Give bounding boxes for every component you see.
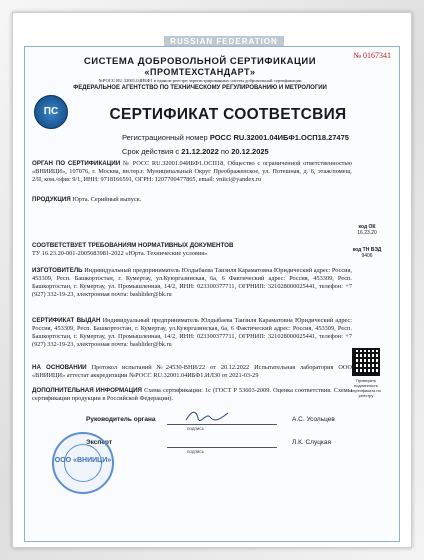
certificate-title: СЕРТИФИКАТ СООТВЕТСВИЯ [109, 106, 347, 123]
product [32, 196, 352, 204]
ps-logo-icon [34, 95, 68, 129]
issued-to-label: СЕРТИФИКАТ ВЫДАН [32, 317, 101, 324]
expert-signature-caption: подпись [187, 449, 205, 454]
product-text: Юрта. Серийный выпуск. [72, 196, 142, 203]
registration-value: РОСС RU.32001.04ИБФ1.ОСП18.27475 [209, 133, 349, 142]
registration-label: Регистрационный номер [122, 133, 208, 142]
additional-info-text: Схема сертификации: 1с (ГОСТ Р 53603-2009. Оценка соответствия. Схемы сертификации продукции в Российской Федерации). [32, 387, 353, 403]
okp-label: код ОК [358, 224, 376, 230]
validity-to: 20.12.2025 [231, 147, 269, 156]
country-ribbon: RUSSIAN FEDERATION [164, 36, 284, 48]
qr-caption: Проверить подлинность сертификата по реестру [351, 378, 381, 398]
requirements-label: СООТВЕТСТВУЕТ ТРЕБОВАНИЯМ НОРМАТИВНЫХ ДОКУМЕНТОВ [32, 242, 234, 249]
registry-line: №РОСС RU.32001.04ИБФ1 в едином реестре зарегистрированных систем добровольной сертификации [98, 78, 302, 83]
issued-to-text: Индивидуальный предприниматель Юлдыбаева Таизиля Караматовна Юридический адрес: Россия, 453309, Респ. Башкортостан, г. Кумертау, ул.Куюргазинская, 6а, 6 Фактический адрес: Россия, 453309, Респ. Башкортостан, г. Кумертау, ул. Промышленная, 14/2, ИНН: 023300377711, ОГРНИП: 321028000025441, телефон: +7 (927) 332-19-23, электронная почта: bashlider@bk.ru [32, 317, 353, 349]
system-title: СИСТЕМА ДОБРОВОЛЬНОЙ СЕРТИФИКАЦИИ [83, 56, 317, 67]
certification-body [32, 160, 352, 184]
manufacturer-text: Индивидуальный предприниматель Юлдыбаева Таизиля Караматовна Юридический адрес: Россия, 453309, Респ. Башкортостан, г. Кумертау, ул.Куюргазинская, 6а, 6 Фактический адрес: Россия, 453309, Респ. Башкортостан, г. Кумертау, ул. Промышленная, 14/2, ИНН: 023300377711, ОГРНИП: 321028000025441, телефон: +7 (927) 332-19-23, электронная почта: bashlider@bk.ru [32, 267, 353, 299]
validity-period [122, 147, 269, 156]
basis-text: Протокол испытаний №24530-ВНИ/22 от 20.12.2022 Испытательная лаборатория ООО «ВНИИЦИ» аттестат аккредитации №РОСС RU.32001.04ИБФ1.ИЛ30 от 2021-03-29 [32, 364, 353, 380]
tnved-value: 9406 [361, 253, 373, 259]
basis-label: НА ОСНОВАНИИ [32, 364, 87, 371]
handwritten-signature-icon [182, 408, 232, 424]
system-name: «ПРОМТЕХСТАНДАРТ» [144, 67, 256, 77]
validity-label: Срок действия с [122, 147, 180, 156]
manufacturer [32, 267, 352, 299]
product-label: ПРОДУКЦИЯ [32, 196, 71, 203]
tnved-label: код ТН ВЭД [352, 247, 382, 253]
agency-name: ФЕДЕРАЛЬНОЕ АГЕНТСТВО ПО ТЕХНИЧЕСКОМУ РЕГУЛИРОВАНИЮ И МЕТРОЛОГИИ [73, 85, 327, 91]
seal-text: ООО «ВНИИЦИ» [54, 457, 112, 464]
head-signature-caption: подпись [187, 426, 205, 431]
validity-from: 21.12.2022 [181, 147, 219, 156]
issued-to [32, 317, 352, 349]
requirements-text: ТУ 16.23.20-001-2005683981-2022 «Юрта. Технические условия» [32, 250, 208, 258]
head-label: Руководитель органа [86, 416, 156, 423]
expert-signature-line [167, 447, 277, 448]
tnved-code [352, 247, 382, 259]
validity-to-label: по [220, 147, 230, 156]
qr-code-icon [352, 348, 380, 376]
okp-code [352, 224, 382, 236]
expert-label: Эксперт [86, 439, 113, 446]
frame-mat [12, 12, 412, 548]
expert-name: Л.К. Слуцкая [292, 439, 332, 446]
manufacturer-label: ИЗГОТОВИТЕЛЬ [32, 267, 83, 274]
additional-info [32, 387, 352, 403]
additional-info-label: ДОПОЛНИТЕЛЬНАЯ ИНФОРМАЦИЯ [32, 387, 143, 394]
okp-value: 16.23.20 [357, 230, 377, 236]
logo-text: ПС [43, 106, 59, 117]
certification-body-text: № РОСС RU.32001.04ИБФ1.ОСП18, Общество с ограниченной ответственностью «ВНИИЦИ», 107076, г. Москва, вн.тер.г. Муниципальный Округ Преображенское, ул. Потешная, д. 6, этаж/помещ. 2/II, ком./офис 9/1, ИНН: 9718166591, ОГРН: 1207700477865, email: vniici@yandex.ru [32, 160, 352, 184]
basis [32, 364, 352, 380]
serial-number: № 0167341 [353, 51, 391, 60]
registration-number [122, 133, 349, 142]
company-seal-icon [52, 432, 114, 494]
head-signature-line [167, 424, 277, 425]
certification-body-label: ОРГАН ПО СЕРТИФИКАЦИИ [32, 160, 121, 167]
requirements [32, 242, 352, 258]
head-name: А.С. Усольцев [292, 416, 335, 423]
